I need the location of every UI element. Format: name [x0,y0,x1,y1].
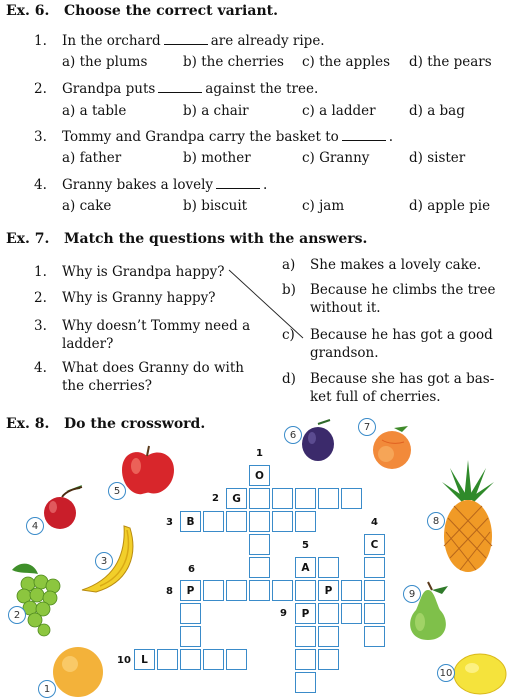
crossword-cell[interactable] [226,511,247,532]
option[interactable]: d) sister [409,150,466,166]
option[interactable]: b) mother [183,150,251,166]
picture-number: 9 [403,585,421,603]
ex6-question-3: 3. Tommy and Grandpa carry the basket to . [34,129,394,145]
ex7-answer-a: a) She makes a lovely cake. [282,257,482,273]
crossword-cell[interactable]: G [226,488,247,509]
option[interactable]: a) cake [62,198,112,214]
crossword-cell[interactable] [203,511,224,532]
crossword-cell[interactable] [249,580,270,601]
crossword-cell[interactable] [295,626,316,647]
option[interactable]: b) the cherries [183,54,284,70]
picture-number: 5 [108,482,126,500]
pineapple-icon [440,460,496,576]
ex7-question-3: 3. Why doesn’t Tommy need a ladder? [34,318,251,352]
crossword-cell[interactable] [364,603,385,624]
crossword-cell[interactable]: O [249,465,270,486]
ex7-question-4: 4. What does Granny do with the cherries? [34,360,244,394]
crossword-cell[interactable] [318,603,339,624]
orange-icon [50,642,106,698]
picture-number: 6 [284,426,302,444]
crossword-cell[interactable] [341,580,362,601]
picture-number: 3 [95,552,113,570]
crossword-cell[interactable] [272,488,293,509]
ex7-number: Ex. 7. [6,231,50,247]
crossword-cell[interactable] [364,557,385,578]
crossword-cell[interactable] [295,488,316,509]
crossword-cell[interactable] [295,580,316,601]
crossword-cell[interactable] [341,603,362,624]
ex6-number: Ex. 6. [6,3,50,19]
option[interactable]: c) a ladder [302,103,376,119]
crossword-cell[interactable] [318,626,339,647]
crossword-cell[interactable] [180,603,201,624]
ex7-question-1: 1. Why is Grandpa happy? [34,264,225,280]
crossword-cell[interactable]: P [318,580,339,601]
crossword-cell[interactable] [226,580,247,601]
crossword-cell[interactable] [295,649,316,670]
crossword-cell[interactable] [180,626,201,647]
crossword-cell[interactable] [272,580,293,601]
option[interactable]: c) jam [302,198,345,214]
picture-number: 7 [358,418,376,436]
crossword-cell[interactable] [157,649,178,670]
option[interactable]: d) the pears [409,54,492,70]
peach-icon [372,424,414,470]
crossword-cell[interactable] [180,649,201,670]
crossword-cell[interactable] [295,672,316,693]
lemon-icon [452,650,508,698]
ex6-question-4: 4. Granny bakes a lovely . [34,177,268,193]
ex7-answer-b: b) Because he climbs the tree without it. [282,282,496,316]
picture-number: 8 [427,512,445,530]
crossword-cell[interactable] [203,649,224,670]
option[interactable]: b) biscuit [183,198,248,214]
crossword-cell[interactable] [364,580,385,601]
ex8-title: Do the crossword. [64,416,206,432]
crossword-cell[interactable]: L [134,649,155,670]
option[interactable]: d) apple pie [409,198,491,214]
picture-number: 10 [437,664,455,682]
ex6-question-2: 2. Grandpa puts against the tree. [34,81,319,97]
crossword-cell[interactable] [341,488,362,509]
crossword-cell[interactable] [203,580,224,601]
crossword-cell[interactable] [295,511,316,532]
crossword-cell[interactable] [318,488,339,509]
option[interactable]: d) a bag [409,103,465,119]
ex7-answer-d: d) Because she has got a bas- ket full of cherries. [282,371,495,405]
crossword-cell[interactable] [318,557,339,578]
option[interactable]: c) the apples [302,54,391,70]
crossword-cell[interactable]: A [295,557,316,578]
crossword-cell[interactable] [272,511,293,532]
crossword-cell[interactable] [249,557,270,578]
option[interactable]: b) a chair [183,103,249,119]
option[interactable]: a) the plums [62,54,148,70]
picture-number: 1 [38,680,56,698]
apple-icon [120,446,176,498]
crossword-cell[interactable] [249,511,270,532]
option[interactable]: a) a table [62,103,127,119]
ex7-title: Match the questions with the answers. [64,231,368,247]
option[interactable]: c) Granny [302,150,370,166]
ex6-title: Choose the correct variant. [64,3,278,19]
plum-icon [300,420,336,464]
crossword-cell[interactable]: P [295,603,316,624]
ex7-question-2: 2. Why is Granny happy? [34,290,216,306]
crossword-cell[interactable]: B [180,511,201,532]
picture-number: 4 [26,517,44,535]
grapes-icon [8,560,66,638]
crossword-cell[interactable] [318,649,339,670]
ex6-question-1: 1. In the orchard are already ripe. [34,33,325,49]
crossword-cell[interactable] [226,649,247,670]
crossword-cell[interactable]: P [180,580,201,601]
crossword-cell[interactable] [364,626,385,647]
picture-number: 2 [8,606,26,624]
crossword-cell[interactable] [249,534,270,555]
ex8-heading [6,416,205,432]
ex7-answer-c: c) Because he has got a good grandson. [282,327,493,361]
option[interactable]: a) father [62,150,122,166]
ex8-number: Ex. 8. [6,416,50,432]
crossword-cell[interactable] [249,488,270,509]
crossword-cell[interactable]: C [364,534,385,555]
